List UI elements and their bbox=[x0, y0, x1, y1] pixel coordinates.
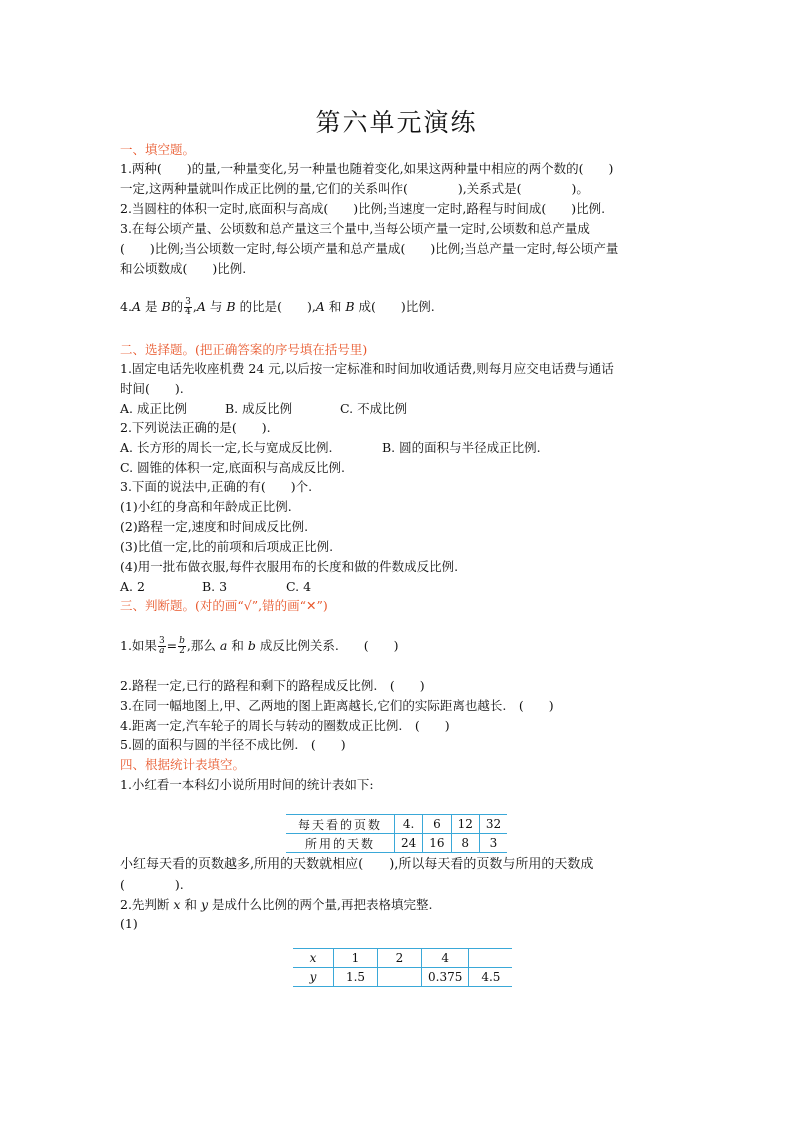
s2-q2-option-a: A. 长方形的周长一定,长与宽成反比例. bbox=[120, 440, 333, 455]
fraction-3-over-a bbox=[158, 637, 166, 656]
table-row bbox=[286, 815, 507, 834]
q1-text: ,那么 bbox=[186, 638, 216, 653]
s2-line-11: (4)用一批布做衣服,每件衣服用布的长度和做的件数成反比例. bbox=[120, 559, 459, 574]
s1-line-2: 一定,这两种量就叫作成正比例的量,它们的关系叫作( ),关系式是( )。 bbox=[120, 181, 589, 196]
s1-line-6: 和公顷数成( )比例. bbox=[120, 261, 247, 276]
q4-text: 与 bbox=[209, 299, 223, 314]
q4-text: 是 bbox=[144, 299, 158, 314]
s2-line-2: 时间( ). bbox=[120, 381, 184, 396]
table-cell: 8 bbox=[451, 834, 479, 853]
section-3-heading: 三、判断题。(对的画“√”,错的画“✕”) bbox=[120, 598, 328, 613]
table-cell: 1.5 bbox=[334, 968, 378, 987]
s2-q2-option-c: C. 圆锥的体积一定,底面积与高成反比例. bbox=[120, 460, 346, 475]
q2-text: 2.先判断 bbox=[120, 897, 170, 912]
table-cell bbox=[378, 968, 422, 987]
table-row bbox=[286, 834, 507, 853]
q4-var-a: A bbox=[315, 299, 325, 314]
table-cell: 1 bbox=[334, 949, 378, 968]
q1-text: = bbox=[166, 638, 178, 653]
s2-line-1: 1.固定电话先收座机费 24 元,以后按一定标准和时间加收通话费,则每月应交电话费与通话 bbox=[120, 361, 614, 376]
s2-line-8: (1)小红的身高和年龄成正比例. bbox=[120, 499, 292, 514]
s2-line-9: (2)路程一定,速度和时间成反比例. bbox=[120, 519, 309, 534]
var-x: x bbox=[173, 897, 181, 912]
s4-line-2: 小红每天看的页数越多,所用的天数就相应( ),所以每天看的页数与所用的天数成 bbox=[120, 857, 594, 872]
xy-table bbox=[293, 948, 512, 987]
fraction-denominator: 4 bbox=[185, 307, 191, 317]
section-4-heading: 四、根据统计表填空。 bbox=[120, 757, 246, 772]
s2-line-4: 2.下列说法正确的是( ). bbox=[120, 420, 271, 435]
section-1-heading: 一、填空题。 bbox=[120, 142, 196, 157]
fraction-numerator: b bbox=[179, 636, 185, 646]
q1-var-b: b bbox=[247, 638, 256, 653]
row-header-days-used: 所用的天数 bbox=[286, 834, 395, 853]
var-y: y bbox=[200, 897, 209, 912]
q4-var-b: B bbox=[226, 299, 236, 314]
table-cell: 4 bbox=[422, 949, 469, 968]
s1-line-5: ( )比例;当公顷数一定时,每公顷产量和总产量成( )比例;当总产量一定时,每公顷产量 bbox=[120, 241, 619, 256]
q4-text: 和 bbox=[328, 299, 342, 314]
q1-text: 成反比例关系. ( ) bbox=[259, 638, 399, 653]
s1-line-4: 3.在每公顷产量、公顷数和总产量这三个量中,当每公顷产量一定时,公顷数和总产量成 bbox=[120, 221, 590, 236]
fraction-numerator: 3 bbox=[158, 636, 165, 646]
table-row bbox=[293, 968, 512, 987]
s3-question-1 bbox=[120, 637, 399, 656]
q2-text: 是成什么比例的两个量,再把表格填完整. bbox=[212, 897, 433, 912]
q4-var-b: B bbox=[161, 299, 171, 314]
s3-line-5: 5.圆的面积与圆的半径不成比例. ( ) bbox=[120, 737, 346, 752]
s2-q3-option-c: C. 4 bbox=[286, 579, 312, 594]
q1-var-a: a bbox=[219, 638, 228, 653]
q1-text: 和 bbox=[231, 638, 244, 653]
row-header-y: y bbox=[293, 968, 334, 987]
fraction-numerator: 3 bbox=[185, 297, 191, 307]
q4-var-b: B bbox=[345, 299, 355, 314]
q1-text: 1.如果 bbox=[120, 638, 157, 653]
q4-text: 成( )比例. bbox=[358, 299, 435, 314]
fraction-denominator: 2 bbox=[179, 646, 185, 656]
table-cell bbox=[469, 949, 513, 968]
s1-line-3: 2.当圆柱的体积一定时,底面积与高成( )比例;当速度一定时,路程与时间成( )比例. bbox=[120, 201, 606, 216]
s2-line-7: 3.下面的说法中,正确的有( )个. bbox=[120, 479, 313, 494]
s2-line-10: (3)比值一定,比的前项和后项成正比例. bbox=[120, 539, 334, 554]
page-title: 第六单元演练 bbox=[315, 108, 478, 137]
s2-q2-option-b: B. 圆的面积与半径成正比例. bbox=[382, 440, 541, 455]
section-2-heading: 二、选择题。(把正确答案的序号填在括号里) bbox=[120, 342, 368, 357]
fraction-three-quarters bbox=[184, 298, 192, 317]
table-cell: 16 bbox=[423, 834, 451, 853]
s4-line-1: 1.小红看一本科幻小说所用时间的统计表如下: bbox=[120, 777, 374, 792]
s4-question-2 bbox=[120, 896, 432, 914]
s2-q1-option-c: C. 不成比例 bbox=[340, 401, 408, 416]
q4-text: , bbox=[192, 299, 197, 314]
fraction-b-over-2 bbox=[178, 637, 186, 656]
table-cell: 2 bbox=[378, 949, 422, 968]
table-cell: 12 bbox=[451, 815, 479, 834]
table-cell: 4.5 bbox=[469, 968, 513, 987]
s2-q1-option-b: B. 成反比例 bbox=[225, 401, 293, 416]
s2-q3-option-a: A. 2 bbox=[120, 579, 145, 594]
s3-line-2: 2.路程一定,已行的路程和剩下的路程成反比例. ( ) bbox=[120, 678, 425, 693]
s2-q3-option-b: B. 3 bbox=[202, 579, 228, 594]
s4-line-5: (1) bbox=[120, 916, 138, 931]
row-header-pages-per-day: 每天看的页数 bbox=[286, 815, 395, 834]
table-cell: 32 bbox=[479, 815, 507, 834]
q4-var-a: A bbox=[196, 299, 206, 314]
s1-question-4 bbox=[120, 298, 435, 317]
s1-line-1: 1.两种( )的量,一种量变化,另一种量也随着变化,如果这两种量中相应的两个数的( ) bbox=[120, 161, 614, 176]
s3-line-3: 3.在同一幅地图上,甲、乙两地的图上距离越长,它们的实际距离也越长. ( ) bbox=[120, 698, 554, 713]
fraction-denominator: a bbox=[159, 646, 165, 656]
table-cell: 6 bbox=[423, 815, 451, 834]
row-header-x: x bbox=[293, 949, 334, 968]
table-cell: 4. bbox=[395, 815, 423, 834]
reading-stats-table bbox=[286, 814, 507, 853]
s2-q1-option-a: A. 成正比例 bbox=[120, 401, 187, 416]
q4-text: 的 bbox=[170, 299, 184, 314]
q4-prefix: 4. bbox=[120, 299, 132, 314]
s4-line-3: ( ). bbox=[120, 877, 184, 892]
q4-var-a: A bbox=[131, 299, 141, 314]
q2-text: 和 bbox=[184, 897, 197, 912]
table-cell: 0.375 bbox=[422, 968, 469, 987]
s3-line-4: 4.距离一定,汽车轮子的周长与转动的圈数成正比例. ( ) bbox=[120, 718, 450, 733]
table-cell: 3 bbox=[479, 834, 507, 853]
q4-text: 的比是( ), bbox=[239, 299, 316, 314]
table-row bbox=[293, 949, 512, 968]
table-cell: 24 bbox=[395, 834, 423, 853]
